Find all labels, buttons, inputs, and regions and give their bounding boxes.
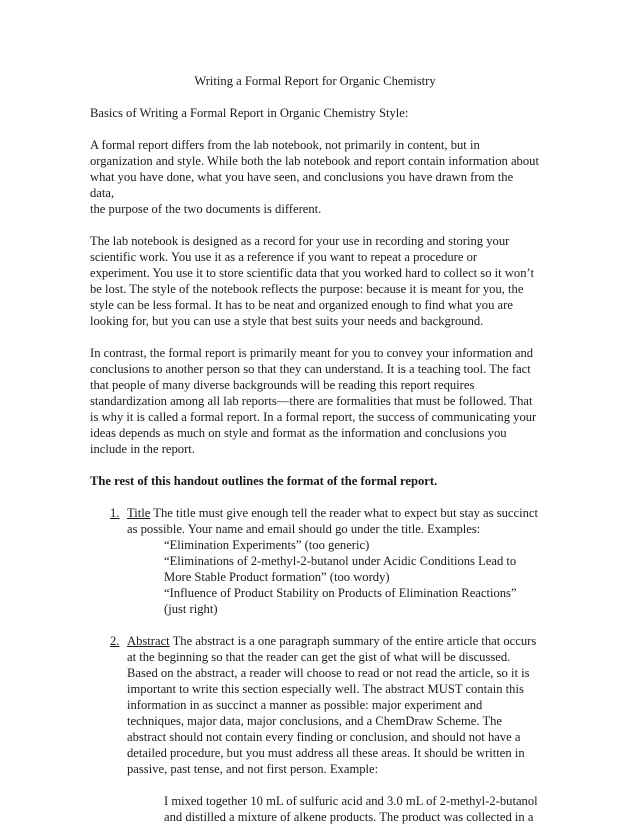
section-subtitle: Basics of Writing a Formal Report in Organic Chemistry Style: <box>90 106 409 120</box>
list-item-number: 1. <box>110 506 120 520</box>
item-heading-abstract: Abstract <box>127 634 170 648</box>
title-examples: “Elimination Experiments” (too generic) “Eliminations of 2-methyl-2-butanol under Acidic Conditions Lead to More Stable Product formation” (too wordy) “Influence of Product Stability on Products of Elimination Reactions” (just right) <box>164 538 517 616</box>
outline-heading: The rest of this handout outlines the format of the formal report. <box>90 474 438 488</box>
list-item-abstract: 2. Abstract The abstract is a one paragraph summary of the entire article that occurs at the beginning so that the reader can get the gist of what will be discussed. Based on the abstract, a reader will choose to read or not read the article, so it is important to write this section especially well. The abstract MUST contain this information in as succinct a manner as possible: major experiment and techniques, major data, major conclusions, and a ChemDraw Scheme. The abstract should not contain every finding or conclusion, and should not have a detailed procedure, but you must address all these areas. It should be written in passive, past tense, and not first person. Example: I mixed together 10 mL of sulfuric acid and 3.0 mL of 2-methyl-2-butanol and distilled a mixture of alkene products. The product was collected in a <box>90 633 540 825</box>
list-item-title: 1. Title The title must give enough tell the reader what to expect but stay as succinct as possible. Your name and email should go under the title. Examples: “Elimination Experiments” (too generic) “Eliminations of 2-methyl-2-butanol under Acidic Conditions Lead to More Stable Product formation” (too wordy) “Influence of Product Stability on Products of Elimination Reactions” (just right) <box>90 505 540 617</box>
abstract-example: I mixed together 10 mL of sulfuric acid and 3.0 mL of 2-methyl-2-butanol and distilled a mixture of alkene products. The product was collected in a <box>164 794 538 824</box>
list-item-number: 2. <box>110 634 120 648</box>
paragraph-3: In contrast, the formal report is primarily meant for you to convey your information and conclusions to another person so that they can understand. It is a teaching tool. The fact that people of many diverse backgrounds will be reading this report requires standardization among all lab reports—there are formalities that must be followed. That is why it is called a formal report. In a formal report, the success of communicating your ideas depends as much on style and format as the information and conclusions you include in the report. <box>90 346 537 456</box>
paragraph-1: A formal report differs from the lab notebook, not primarily in content, but in organization and style. While both the lab notebook and report contain information about what you have done, what you have seen, and conclusions you have drawn from the data, the purpose of the two documents is different. <box>90 138 539 216</box>
document-page <box>90 73 540 825</box>
document-title: Writing a Formal Report for Organic Chemistry <box>194 74 436 88</box>
paragraph-2: The lab notebook is designed as a record for your use in recording and storing your scientific work. You use it as a reference if you want to repeat a procedure or experiment. You use it to store scientific data that you worked hard to collect so it won’t be lost. The style of the notebook reflects the purpose: because it is meant for you, the style can be less formal. It has to be neat and organized enough to find what you are looking for, but you can use a style that best suits your needs and background. <box>90 234 534 328</box>
item-heading-title: Title <box>127 506 151 520</box>
